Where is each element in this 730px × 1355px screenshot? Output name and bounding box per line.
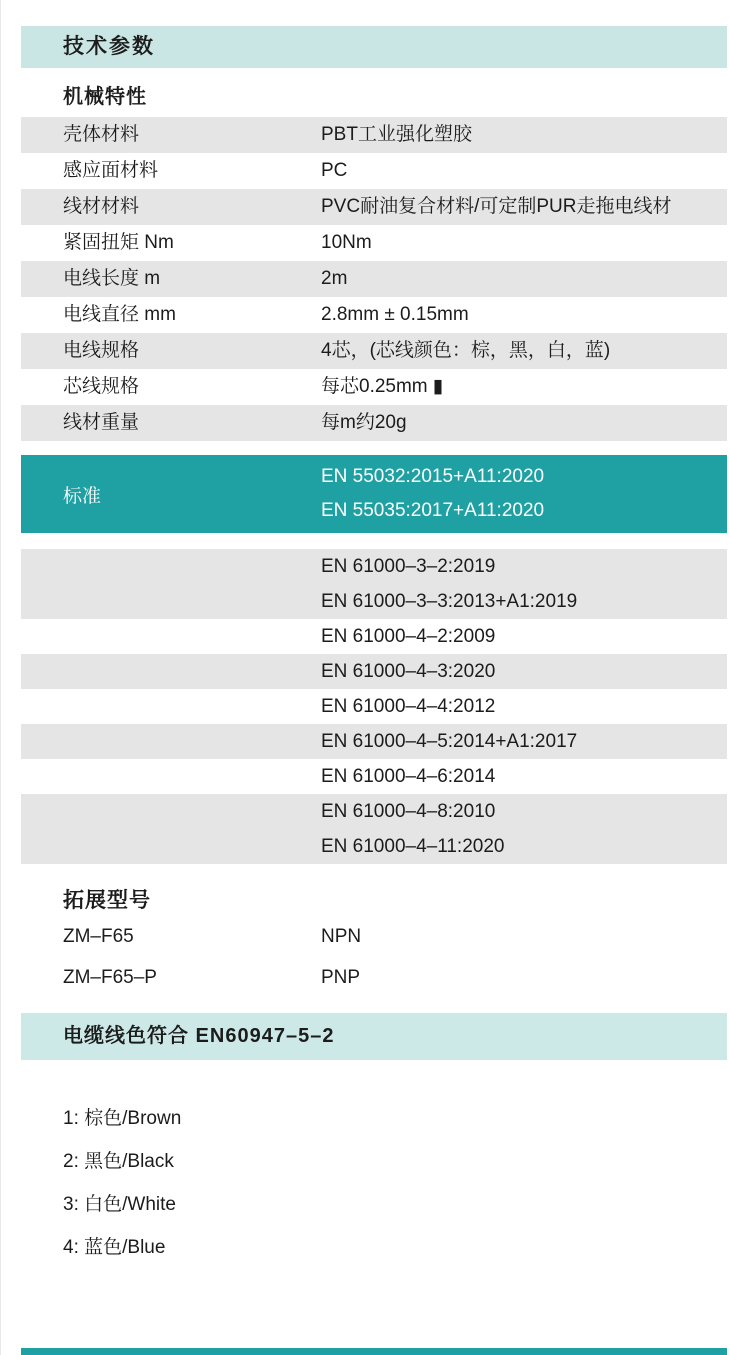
standards-highlight-block <box>21 455 727 533</box>
models-table <box>21 916 727 998</box>
spec-label: 电线规格 <box>63 340 140 361</box>
standard-entry: EN 61000–4–8:2010 <box>321 801 496 822</box>
model-name: ZM–F65 <box>63 926 134 947</box>
wire-color-list <box>21 1097 727 1269</box>
spec-value: 10Nm <box>321 232 372 253</box>
list-item: 3: 白色/White <box>63 1194 176 1215</box>
standard-entry: EN 61000–4–3:2020 <box>321 661 496 682</box>
spec-label: 线材重量 <box>63 412 140 433</box>
spec-value: PC <box>321 160 348 181</box>
table-row <box>21 957 727 998</box>
table-row <box>21 297 727 333</box>
cable-color-heading: 电缆线色符合 EN60947–5–2 <box>63 1025 335 1047</box>
mechanical-heading: 机械特性 <box>63 86 147 108</box>
standards-group <box>21 654 727 689</box>
standards-group <box>21 619 727 654</box>
standards-list <box>21 549 727 864</box>
spec-value: 2.8mm ± 0.15mm <box>321 304 469 325</box>
list-item: 4: 蓝色/Blue <box>63 1237 166 1258</box>
spec-value: 2m <box>321 268 348 289</box>
table-row <box>21 369 727 405</box>
spec-value: 每芯0.25mm ▮ <box>321 376 444 397</box>
spec-label: 壳体材料 <box>63 124 140 145</box>
spec-label: 感应面材料 <box>63 160 159 181</box>
model-output-type: PNP <box>321 967 361 988</box>
standards-label-text: 标准 <box>63 485 102 507</box>
standards-group <box>21 689 727 724</box>
table-row <box>21 333 727 369</box>
spec-label: 电线长度 m <box>63 268 161 289</box>
spec-table <box>21 117 727 441</box>
standard-entry: EN 61000–4–4:2012 <box>321 696 496 717</box>
spec-value: PVC耐油复合材料/可定制PUR走拖电线材 <box>321 196 672 217</box>
footer-accent-bar <box>21 1348 727 1355</box>
table-row <box>21 405 727 441</box>
standards-group <box>21 724 727 759</box>
standard-entry: EN 61000–4–5:2014+A1:2017 <box>321 731 578 752</box>
standard-entry: EN 61000–4–2:2009 <box>321 626 496 647</box>
standards-group <box>21 549 727 619</box>
standard-entry: EN 61000–3–3:2013+A1:2019 <box>321 591 578 612</box>
standard-entry: EN 61000–4–11:2020 <box>321 836 505 857</box>
page-title: 技术参数 <box>63 35 155 58</box>
standards-primary-list <box>321 460 727 528</box>
table-row <box>21 916 727 957</box>
list-item: 2: 黑色/Black <box>63 1151 174 1172</box>
spec-value: 4芯，(芯线颜色：棕，黑，白，蓝) <box>321 340 611 361</box>
table-row <box>21 189 727 225</box>
section-title-bar <box>21 26 727 68</box>
model-name: ZM–F65–P <box>63 967 157 988</box>
standards-group <box>21 759 727 794</box>
spec-label: 电线直径 mm <box>63 304 176 325</box>
standard-entry: EN 55035:2017+A11:2020 <box>321 500 545 521</box>
table-row <box>21 225 727 261</box>
model-output-type: NPN <box>321 926 362 947</box>
standards-group <box>21 794 727 864</box>
models-heading: 拓展型号 <box>63 889 151 912</box>
table-row <box>21 261 727 297</box>
standard-entry: EN 61000–3–2:2019 <box>321 556 496 577</box>
table-row <box>21 153 727 189</box>
list-item: 1: 棕色/Brown <box>63 1108 182 1129</box>
spec-value: 每m约20g <box>321 412 407 433</box>
cable-color-heading-bar <box>21 1013 727 1060</box>
standards-label <box>21 460 321 528</box>
standard-entry: EN 61000–4–6:2014 <box>321 766 496 787</box>
standard-entry: EN 55032:2015+A11:2020 <box>321 466 545 487</box>
spec-label: 芯线规格 <box>63 376 140 397</box>
spec-label: 紧固扭矩 Nm <box>63 232 174 253</box>
table-row <box>21 117 727 153</box>
spec-label: 线材材料 <box>63 196 140 217</box>
datasheet-page <box>21 0 727 1269</box>
spec-value: PBT工业强化塑胶 <box>321 124 472 145</box>
